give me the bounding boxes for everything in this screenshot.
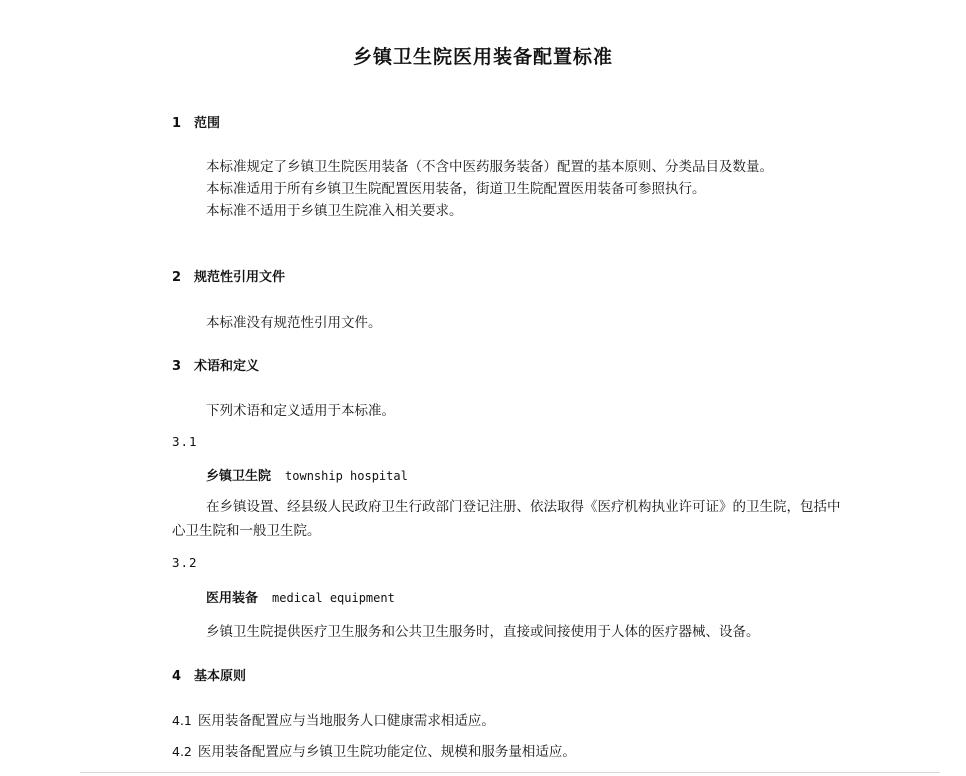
item-text: 医用装备配置应与乡镇卫生院功能定位、规模和服务量相适应。 [197, 744, 576, 760]
section-heading-normative-references [172, 266, 285, 285]
section-number: 2 [172, 270, 182, 285]
section-title: 规范性引用文件 [194, 270, 286, 285]
paragraph: 本标准适用于所有乡镇卫生院配置医用装备，街道卫生院配置医用装备可参照执行。 [206, 181, 706, 197]
paragraph: 本标准没有规范性引用文件。 [206, 315, 382, 331]
section-heading-basic-principles [172, 665, 246, 684]
principle-item [172, 740, 576, 760]
term-entry [206, 587, 395, 606]
page-bottom-divider [80, 772, 940, 773]
clause-number: 3.2 [172, 555, 198, 570]
section-heading-scope [172, 112, 220, 131]
section-number: 1 [172, 116, 182, 131]
term-chinese: 乡镇卫生院 [206, 469, 272, 484]
clause-number: 3.1 [172, 434, 198, 449]
term-definition: 在乡镇设置、经县级人民政府卫生行政部门登记注册、依法取得《医疗机构执业许可证》的卫生院，包括中心卫生院和一般卫生院。 [172, 499, 841, 539]
section-number: 3 [172, 359, 182, 374]
term-english: medical equipment [272, 591, 395, 605]
section-title: 范围 [194, 116, 221, 131]
paragraph: 本标准不适用于乡镇卫生院准入相关要求。 [206, 203, 463, 219]
section-title: 术语和定义 [194, 359, 260, 374]
item-number: 4.2 [172, 744, 192, 759]
section-heading-terms [172, 355, 259, 374]
paragraph: 本标准规定了乡镇卫生院医用装备（不含中医药服务装备）配置的基本原则、分类品目及数量。 [206, 159, 773, 175]
term-entry [206, 465, 408, 484]
principle-item [172, 709, 495, 729]
section-title: 基本原则 [194, 669, 247, 684]
term-english: township hospital [285, 469, 408, 483]
term-definition: 乡镇卫生院提供医疗卫生服务和公共卫生服务时，直接或间接使用于人体的医疗器械、设备。 [206, 624, 760, 640]
document-title: 乡镇卫生院医用装备配置标准 [352, 46, 613, 68]
section-number: 4 [172, 669, 182, 684]
item-number: 4.1 [172, 713, 192, 728]
paragraph: 下列术语和定义适用于本标准。 [206, 403, 395, 419]
item-text: 医用装备配置应与当地服务人口健康需求相适应。 [197, 713, 495, 729]
term-chinese: 医用装备 [206, 591, 259, 606]
